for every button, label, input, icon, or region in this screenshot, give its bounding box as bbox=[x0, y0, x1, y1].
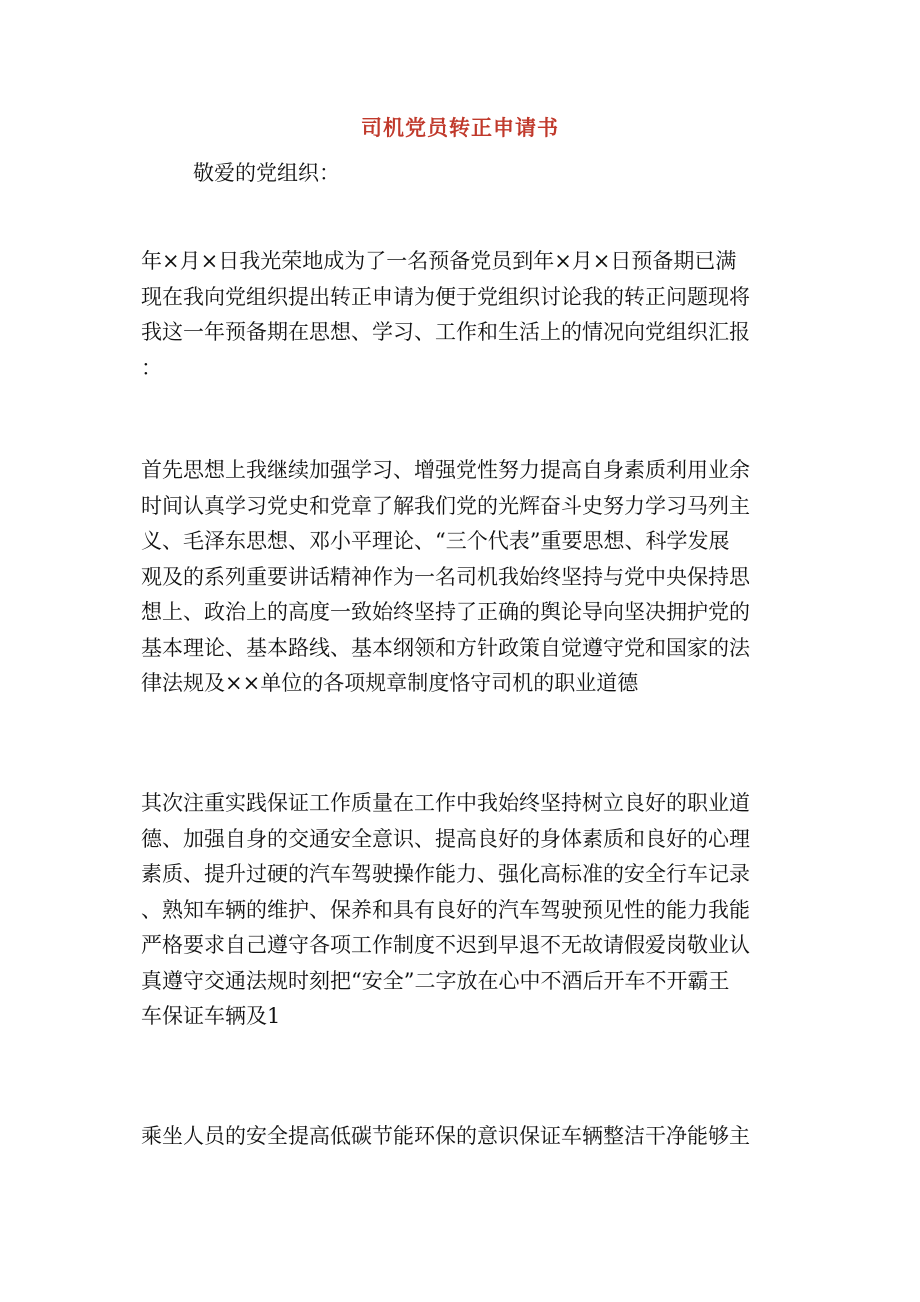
text-line: 年×月×日我光荣地成为了一名预备党员到年×月×日预备期已满 bbox=[141, 249, 737, 273]
paragraph-2 bbox=[141, 453, 781, 702]
text-line: 真遵守交通法规时刻把“安全”二字放在心中不酒后开车不开霸王 bbox=[141, 968, 730, 993]
text-line: 我这一年预备期在思想、学习、工作和生活上的情况向党组织汇报 bbox=[141, 320, 750, 344]
text-line: 德、加强自身的交通安全意识、提高良好的身体素质和良好的心理 bbox=[141, 826, 750, 851]
document-title: 司机党员转正申请书 bbox=[361, 116, 559, 140]
paragraph-3 bbox=[141, 786, 781, 1035]
text-line: 想上、政治上的高度一致始终坚持了正确的舆论导向坚决拥护党的 bbox=[141, 600, 750, 624]
text-line: ： bbox=[141, 355, 162, 380]
text-line: 基本理论、基本路线、基本纲领和方针政策自觉遵守党和国家的法 bbox=[141, 635, 750, 660]
text-line: 严格要求自己遵守各项工作制度不迟到早退不无故请假爱岗敬业认 bbox=[141, 933, 750, 957]
text-line: 素质、提升过硬的汽车驾驶操作能力、强化高标准的安全行车记录 bbox=[141, 862, 750, 886]
text-line: 车保证车辆及1 bbox=[141, 1004, 281, 1028]
salutation: 敬爱的党组织： bbox=[193, 161, 340, 185]
text-line: 其次注重实践保证工作质量在工作中我始终坚持树立良好的职业道 bbox=[141, 791, 750, 815]
text-line: 现在我向党组织提出转正申请为便于党组织讨论我的转正问题现将 bbox=[141, 284, 750, 309]
text-line: 首先思想上我继续加强学习、增强党性努力提高自身素质利用业余 bbox=[141, 458, 750, 482]
text-line: 义、毛泽东思想、邓小平理论、“三个代表”重要思想、科学发展 bbox=[141, 529, 730, 553]
paragraph-4 bbox=[141, 1119, 781, 1155]
text-line: 时间认真学习党史和党章了解我们党的光辉奋斗史努力学习马列主 bbox=[141, 493, 750, 518]
paragraph-1 bbox=[141, 244, 781, 386]
text-line: 、熟知车辆的维护、保养和具有良好的汽车驾驶预见性的能力我能 bbox=[141, 897, 750, 922]
text-line: 律法规及××单位的各项规章制度恪守司机的职业道德 bbox=[141, 671, 639, 695]
text-line: 观及的系列重要讲话精神作为一名司机我始终坚持与党中央保持思 bbox=[141, 564, 750, 589]
text-line: 乘坐人员的安全提高低碳节能环保的意识保证车辆整洁干净能够主 bbox=[141, 1124, 750, 1148]
